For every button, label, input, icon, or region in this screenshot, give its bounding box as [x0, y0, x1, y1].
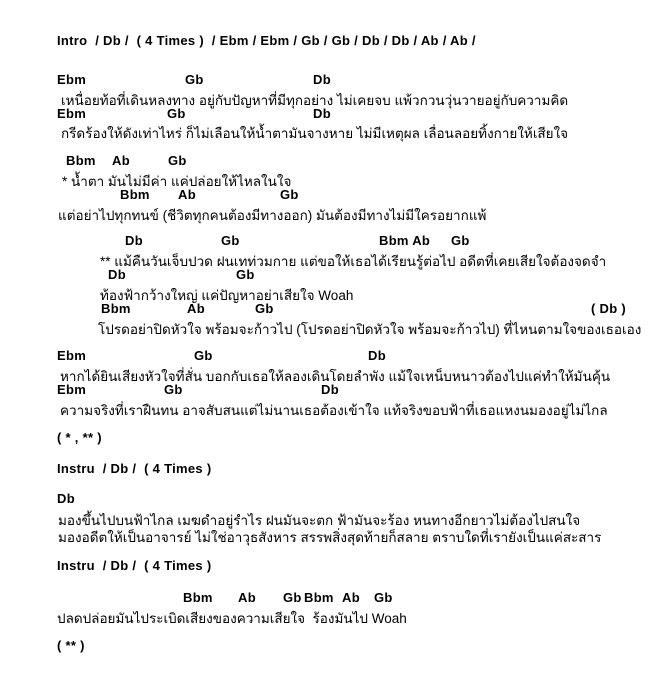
- lyric-text: แต่อย่าไปทุกทนข์ (ชีวิตทุกคนต้องมีทางออก) มันต้องมีทางไม่มีใครอยากแพ้: [58, 208, 487, 223]
- chord-line: [0, 382, 666, 399]
- chord-line: [0, 106, 666, 123]
- lyric-text: มองขึ้นไปบนฟ้าไกล เมฆดำอยู่รำไร ฝนมันจะตก ฟ้ามันจะร้อง หนทางอีกยาวไม่ต้องไปสนใจ: [58, 513, 581, 528]
- chord-db: Db: [321, 382, 339, 397]
- marker-line: [0, 430, 666, 447]
- chord-line: [0, 153, 666, 170]
- chord-ab: Ab: [187, 301, 205, 316]
- chord-db: ( Db ): [591, 301, 627, 316]
- chord-db: Db: [368, 348, 386, 363]
- chord-db: Db: [313, 72, 331, 87]
- section-heading: Instru / Db / ( 4 Times ): [57, 461, 212, 476]
- section-heading: Instru / Db / ( 4 Times ): [57, 558, 212, 573]
- chord-gb: Gb: [280, 187, 299, 202]
- chord-gb: Gb: [168, 153, 187, 168]
- heading-line: [0, 558, 666, 575]
- chord-bbmab: Bbm Ab: [379, 233, 431, 248]
- lyric-text: กรีดร้องให้ดังเท่าไหร่ ก็ไม่เลือนให้น้ำตามันจางหาย ไม่มีเหตุผล เลื่อนลอยทิ้งกายให้เสียใจ: [61, 126, 569, 141]
- chord-db: Db: [313, 106, 331, 121]
- lyric-line: [0, 509, 666, 526]
- lyric-text: * น้ำตา มันไม่มีค่า แค่ปล่อยให้ไหลในใจ: [62, 174, 292, 189]
- chord-line: [0, 233, 666, 250]
- chord-gb: Gb: [236, 267, 255, 282]
- lyric-line: [0, 250, 666, 267]
- chord-ab: Ab: [112, 153, 130, 168]
- lyric-line: [0, 89, 666, 106]
- lyric-text: เหนื่อยท้อที่เดินหลงทาง อยู่กับปัญหาที่มีทุกอย่าง ไม่เคยจบ แพ้วกวนวุ่นวายอยู่กับความคิด: [61, 93, 569, 108]
- chord-ebm: Ebm: [57, 382, 87, 397]
- lyric-line: [0, 607, 666, 624]
- lyric-text: โปรดอย่าปิดหัวใจ พร้อมจะก้าวไป (โปรดอย่าปิดหัวใจ พร้อมจะก้าวไป) ที่ไหนตามใจของเธอเอง: [98, 322, 642, 337]
- heading-line: [0, 491, 666, 508]
- marker-line: [0, 638, 666, 655]
- chord-gb: Gb: [283, 590, 302, 605]
- chord-bbm: Bbm: [183, 590, 213, 605]
- lyric-line: [0, 318, 666, 335]
- chord-ab: Ab: [178, 187, 196, 202]
- lyric-line: [0, 365, 666, 382]
- chord-db: Db: [125, 233, 143, 248]
- section-heading: Db: [57, 491, 75, 506]
- lyric-text: ท้องฟ้ากว้างใหญ่ แค่ปัญหาอย่าเสียใจ Woah: [100, 288, 354, 303]
- section-heading: Intro / Db / ( 4 Times ) / Ebm / Ebm / Gb / Gb / Db / Db / Ab / Ab /: [57, 33, 476, 48]
- chord-gb: Gb: [221, 233, 240, 248]
- chord-ab: Ab: [342, 590, 360, 605]
- chord-db: Db: [108, 267, 126, 282]
- chord-ebm: Ebm: [57, 72, 87, 87]
- lyric-line: [0, 204, 666, 221]
- chord-bbm: Bbm: [101, 301, 131, 316]
- lyric-line: [0, 526, 666, 543]
- chord-gb: Gb: [164, 382, 183, 397]
- lyric-text: มองอดีตให้เป็นอาจารย์ ไม่ใช่อาวุธสังหาร สรรพสิ่งสุดท้ายก็สลาย ตราบใดที่เรายังเป็นแค่สะสาร: [58, 530, 602, 545]
- chord-gb: Gb: [167, 106, 186, 121]
- chord-line: [0, 267, 666, 284]
- chord-bbm: Bbm: [120, 187, 150, 202]
- repeat-marker: ( ** ): [57, 638, 85, 653]
- chord-gb: Gb: [185, 72, 204, 87]
- lyric-text: ** แม้คืนวันเจ็บปวด ฝนเทท่วมกาย แต่ขอให้เธอได้เรียนรู้ต่อไป อดีตที่เคยเสียใจต้องจดจำ: [100, 254, 607, 269]
- lyric-text: หากได้ยินเสียงหัวใจที่สั่น บอกกับเธอให้ลองเดินโดยลำพัง แม้ใจเหน็บหนาวต้องไปแค่ทำให้มันคุ้น: [60, 369, 611, 384]
- chord-gb: Gb: [255, 301, 274, 316]
- chord-line: [0, 187, 666, 204]
- chord-gb: Gb: [194, 348, 213, 363]
- chord-ebm: Ebm: [57, 106, 87, 121]
- lyric-line: [0, 122, 666, 139]
- chord-line: [0, 72, 666, 89]
- chord-bbm: Bbm: [66, 153, 96, 168]
- heading-line: [0, 33, 666, 50]
- lyric-line: [0, 284, 666, 301]
- lyric-text: ความจริงที่เราฝืนทน อาจสับสนแต่ไม่นานเธอต้องเข้าใจ แท้จริงขอบฟ้าที่เธอแหงนมองอยู่ไม่ไกล: [60, 403, 608, 418]
- chord-line: [0, 590, 666, 607]
- lyric-text: ปลดปล่อยมันไประเบิดเสียงของความเสียใจ ร้องมันไป Woah: [57, 611, 407, 626]
- chord-gb: Gb: [374, 590, 393, 605]
- chord-gb: Gb: [451, 233, 470, 248]
- heading-line: [0, 461, 666, 478]
- chord-ebm: Ebm: [57, 348, 87, 363]
- chord-line: [0, 348, 666, 365]
- chord-line: [0, 301, 666, 318]
- lyric-line: [0, 399, 666, 416]
- lyric-line: [0, 170, 666, 187]
- chord-bbm: Bbm: [304, 590, 334, 605]
- chord-ab: Ab: [238, 590, 256, 605]
- repeat-marker: ( * , ** ): [57, 430, 102, 445]
